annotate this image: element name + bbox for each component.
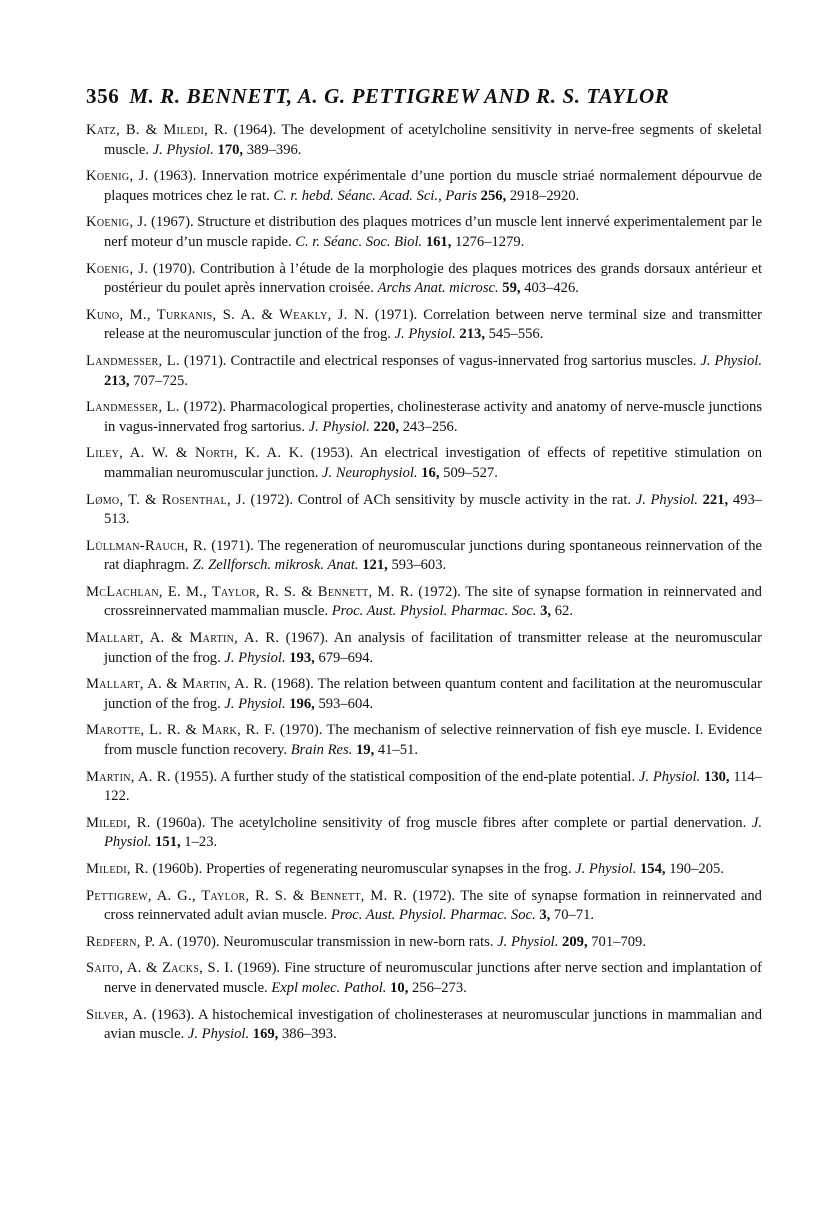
reference-volume: 59, bbox=[502, 280, 521, 297]
reference-title: Control of ACh sensitivity by muscle activity in the rat. bbox=[297, 491, 632, 508]
reference-journal: J. Physiol. bbox=[224, 695, 286, 712]
reference-pages: 386–393. bbox=[281, 1026, 337, 1043]
reference-pages: 243–256. bbox=[402, 418, 458, 435]
reference-authors: Landmesser, L. bbox=[86, 352, 180, 369]
reference-journal: Archs Anat. microsc. bbox=[377, 280, 499, 297]
reference-pages: 41–51. bbox=[377, 742, 419, 759]
reference-pages: 701–709. bbox=[591, 933, 646, 950]
reference-year: (1972). bbox=[183, 399, 227, 416]
reference-volume: 19, bbox=[355, 742, 375, 759]
reference-journal: J. Physiol. bbox=[104, 814, 762, 851]
reference-authors: Kuno, M., Turkanis, S. A. & Weakly, J. N. bbox=[86, 306, 369, 323]
reference-authors: Pettigrew, A. G., Taylor, R. S. & Bennett, M. R. bbox=[86, 887, 408, 904]
reference-journal: J. Physiol. bbox=[308, 418, 370, 435]
reference-title: The site of synapse formation in reinnervated and crossreinnervated mammalian muscle. bbox=[104, 583, 762, 620]
reference-authors: Marotte, L. R. & Mark, R. F. bbox=[86, 722, 276, 739]
reference-authors: Lømo, T. & Rosenthal, J. bbox=[86, 491, 246, 508]
reference-entry bbox=[86, 491, 762, 530]
reference-year: (1964). bbox=[233, 122, 277, 138]
reference-journal: Proc. Aust. Physiol. Pharmac. Soc. bbox=[331, 603, 537, 620]
reference-volume: 213, bbox=[459, 326, 485, 343]
reference-journal: Brain Res. bbox=[290, 742, 353, 759]
reference-pages: 2918–2920. bbox=[509, 187, 580, 204]
reference-year: (1963). bbox=[153, 168, 197, 185]
reference-pages: 256–273. bbox=[412, 979, 467, 996]
reference-journal: J. Physiol. bbox=[152, 141, 214, 158]
reference-authors: Koenig, J. bbox=[86, 168, 149, 185]
reference-volume: 16, bbox=[421, 464, 440, 481]
reference-entry bbox=[86, 398, 762, 437]
reference-entry bbox=[86, 768, 762, 807]
reference-journal: J. Physiol. bbox=[635, 491, 698, 508]
reference-list bbox=[86, 121, 762, 1045]
reference-journal: C. r. Séanc. Soc. Biol. bbox=[295, 233, 423, 250]
reference-title: Properties of regenerating neuromuscular synapses in the frog. bbox=[205, 861, 572, 877]
reference-authors: Martin, A. R. bbox=[86, 768, 171, 785]
reference-year: (1960a). bbox=[156, 814, 206, 831]
reference-entry bbox=[86, 675, 762, 714]
reference-authors: Redfern, P. A. bbox=[86, 933, 174, 950]
reference-entry bbox=[86, 959, 762, 998]
reference-year: (1971). bbox=[374, 306, 418, 323]
reference-entry bbox=[86, 583, 762, 622]
reference-title: Contribution à l’étude de la morphologie des plaques motrices des grands dorsaux antérieur et postérieur du poulet après innervation croisée. bbox=[104, 260, 762, 297]
reference-entry bbox=[86, 860, 762, 880]
reference-volume: 213, bbox=[104, 372, 130, 389]
reference-title: Pharmacological properties, cholinesterase activity and anatomy of nerve-muscle junctions in vagus-innervated frog sartorius. bbox=[104, 399, 763, 435]
reference-year: (1968). bbox=[271, 676, 314, 693]
reference-authors: Koenig, J. bbox=[86, 260, 149, 277]
reference-authors: Miledi, R. bbox=[86, 861, 149, 877]
reference-year: (1963). bbox=[151, 1006, 195, 1023]
reference-title: Structure et distribution des plaques motrices d’un muscle lent innervé experimentalement par le nerf moteur d’un muscle rapide. bbox=[104, 214, 762, 250]
reference-pages: 493–513. bbox=[104, 491, 763, 528]
running-header bbox=[86, 84, 762, 109]
reference-journal: C. r. hebd. Séanc. Acad. Sci., Paris bbox=[273, 187, 478, 204]
reference-volume: 3, bbox=[540, 603, 552, 620]
reference-journal: J. Physiol. bbox=[575, 861, 637, 877]
reference-journal: J. Neurophysiol. bbox=[322, 464, 418, 481]
reference-year: (1967). bbox=[151, 214, 194, 231]
reference-entry bbox=[86, 1006, 762, 1045]
reference-year: (1970). bbox=[152, 260, 196, 277]
reference-pages: 114–122. bbox=[104, 768, 763, 805]
reference-entry bbox=[86, 887, 762, 926]
reference-entry bbox=[86, 444, 762, 483]
reference-volume: 193, bbox=[289, 649, 315, 666]
reference-entry bbox=[86, 933, 762, 953]
reference-journal: J. Physiol. bbox=[187, 1026, 250, 1043]
reference-journal: J. Physiol. bbox=[497, 933, 559, 950]
reference-volume: 209, bbox=[562, 933, 588, 950]
reference-entry bbox=[86, 352, 762, 391]
reference-volume: 256, bbox=[480, 187, 507, 204]
page-number: 356 bbox=[86, 84, 120, 108]
reference-year: (1953). bbox=[310, 445, 354, 462]
reference-year: (1972). bbox=[250, 491, 294, 508]
reference-year: (1971). bbox=[211, 537, 254, 554]
reference-authors: Lüllman-Rauch, R. bbox=[86, 537, 207, 554]
reference-entry bbox=[86, 721, 762, 760]
reference-pages: 593–604. bbox=[318, 695, 374, 712]
reference-pages: 403–426. bbox=[524, 280, 579, 297]
reference-entry bbox=[86, 629, 762, 668]
reference-title: Neuromuscular transmission in new-born rats. bbox=[223, 933, 494, 950]
reference-authors: Miledi, R. bbox=[86, 814, 151, 831]
reference-authors: Silver, A. bbox=[86, 1006, 148, 1023]
reference-pages: 190–205. bbox=[669, 861, 724, 877]
reference-entry bbox=[86, 121, 762, 160]
reference-entry bbox=[86, 306, 762, 345]
reference-volume: 161, bbox=[425, 233, 452, 250]
reference-pages: 389–396. bbox=[246, 141, 302, 158]
reference-journal: J. Physiol. bbox=[394, 326, 456, 343]
reference-entry bbox=[86, 260, 762, 299]
reference-year: (1972). bbox=[418, 583, 461, 600]
reference-title: Innervation motrice expérimentale d’une portion du muscle striaé normalement dépourvue de plaques motrices chez le rat. bbox=[104, 168, 762, 204]
reference-journal: J. Physiol. bbox=[638, 768, 701, 785]
reference-pages: 593–603. bbox=[391, 557, 447, 574]
reference-title: The acetylcholine sensitivity of frog muscle fibres after complete or partial denervation. bbox=[210, 814, 747, 831]
reference-volume: 169, bbox=[252, 1026, 279, 1043]
reference-authors: Koenig, J. bbox=[86, 214, 148, 231]
reference-title: Fine structure of neuromuscular junctions after nerve section and implantation of nerve in denervated muscle. bbox=[104, 960, 763, 996]
reference-entry bbox=[86, 213, 762, 252]
reference-title: A histochemical investigation of cholinesterases at neuromuscular junctions in mammalian and avian muscle. bbox=[104, 1006, 762, 1043]
reference-year: (1970). bbox=[176, 933, 220, 950]
reference-title: An analysis of facilitation of transmitter release at the neuromuscular junction of the frog. bbox=[104, 630, 762, 666]
reference-authors: Landmesser, L. bbox=[86, 399, 180, 416]
reference-year: (1955). bbox=[174, 768, 218, 785]
reference-authors: Mallart, A. & Martin, A. R. bbox=[86, 630, 280, 647]
reference-journal: Expl molec. Pathol. bbox=[271, 979, 387, 996]
reference-journal: J. Physiol. bbox=[700, 352, 762, 369]
reference-journal: J. Physiol. bbox=[224, 649, 286, 666]
reference-volume: 170, bbox=[217, 141, 244, 158]
reference-title: The development of acetylcholine sensitivity in nerve-free segments of skeletal muscle. bbox=[104, 122, 762, 158]
reference-title: The regeneration of neuromuscular junctions during spontaneous reinnervation of the rat diaphragm. bbox=[104, 537, 763, 574]
reference-volume: 121, bbox=[362, 557, 388, 574]
reference-entry bbox=[86, 814, 762, 853]
reference-pages: 545–556. bbox=[488, 326, 544, 343]
reference-volume: 220, bbox=[373, 418, 400, 435]
reference-pages: 62. bbox=[554, 603, 573, 620]
reference-title: The relation between quantum content and facilitation at the neuromuscular junction of the frog. bbox=[104, 676, 763, 712]
reference-entry bbox=[86, 537, 762, 576]
reference-year: (1972). bbox=[412, 887, 456, 904]
reference-journal: Proc. Aust. Physiol. Pharmac. Soc. bbox=[330, 907, 536, 924]
header-authors: M. R. BENNETT, A. G. PETTIGREW AND R. S. TAYLOR bbox=[129, 84, 670, 108]
reference-year: (1969). bbox=[237, 960, 281, 977]
reference-pages: 1–23. bbox=[184, 834, 218, 851]
reference-journal: Z. Zellforsch. mikrosk. Anat. bbox=[192, 557, 359, 574]
reference-title: The site of synapse formation in reinnervated and cross reinnervated adult avian muscle. bbox=[104, 887, 762, 924]
reference-volume: 10, bbox=[390, 979, 409, 996]
reference-year: (1970). bbox=[279, 722, 323, 739]
reference-entry bbox=[86, 167, 762, 206]
page bbox=[86, 84, 762, 1052]
reference-year: (1960b). bbox=[152, 861, 203, 877]
reference-authors: McLachlan, E. M., Taylor, R. S. & Bennett, M. R. bbox=[86, 583, 414, 600]
reference-pages: 679–694. bbox=[318, 649, 374, 666]
reference-authors: Mallart, A. & Martin, A. R. bbox=[86, 676, 268, 693]
reference-authors: Liley, A. W. & North, K. A. K. bbox=[86, 445, 304, 462]
reference-title: Correlation between nerve terminal size and transmitter release at the neuromuscular junction of the frog. bbox=[104, 306, 762, 343]
reference-pages: 70–71. bbox=[553, 907, 595, 924]
reference-year: (1971). bbox=[183, 352, 227, 369]
reference-year: (1967). bbox=[285, 630, 329, 647]
reference-title: An electrical investigation of effects of repetitive stimulation on mammalian neuromuscular junction. bbox=[104, 445, 762, 481]
reference-title: A further study of the statistical composition of the end-plate potential. bbox=[220, 768, 636, 785]
reference-volume: 151, bbox=[155, 834, 181, 851]
reference-authors: Saito, A. & Zacks, S. I. bbox=[86, 960, 234, 977]
reference-pages: 707–725. bbox=[133, 372, 188, 389]
reference-pages: 1276–1279. bbox=[455, 233, 525, 250]
reference-title: The mechanism of selective reinnervation of fish eye muscle. I. Evidence from muscle function recovery. bbox=[104, 722, 763, 759]
reference-volume: 196, bbox=[289, 695, 315, 712]
reference-title: Contractile and electrical responses of vagus-innervated frog sartorius muscles. bbox=[230, 352, 697, 369]
reference-volume: 221, bbox=[702, 491, 729, 508]
reference-volume: 3, bbox=[539, 907, 551, 924]
reference-volume: 130, bbox=[704, 768, 730, 785]
reference-authors: Katz, B. & Miledi, R. bbox=[86, 122, 228, 138]
reference-volume: 154, bbox=[640, 861, 666, 877]
reference-pages: 509–527. bbox=[443, 464, 498, 481]
